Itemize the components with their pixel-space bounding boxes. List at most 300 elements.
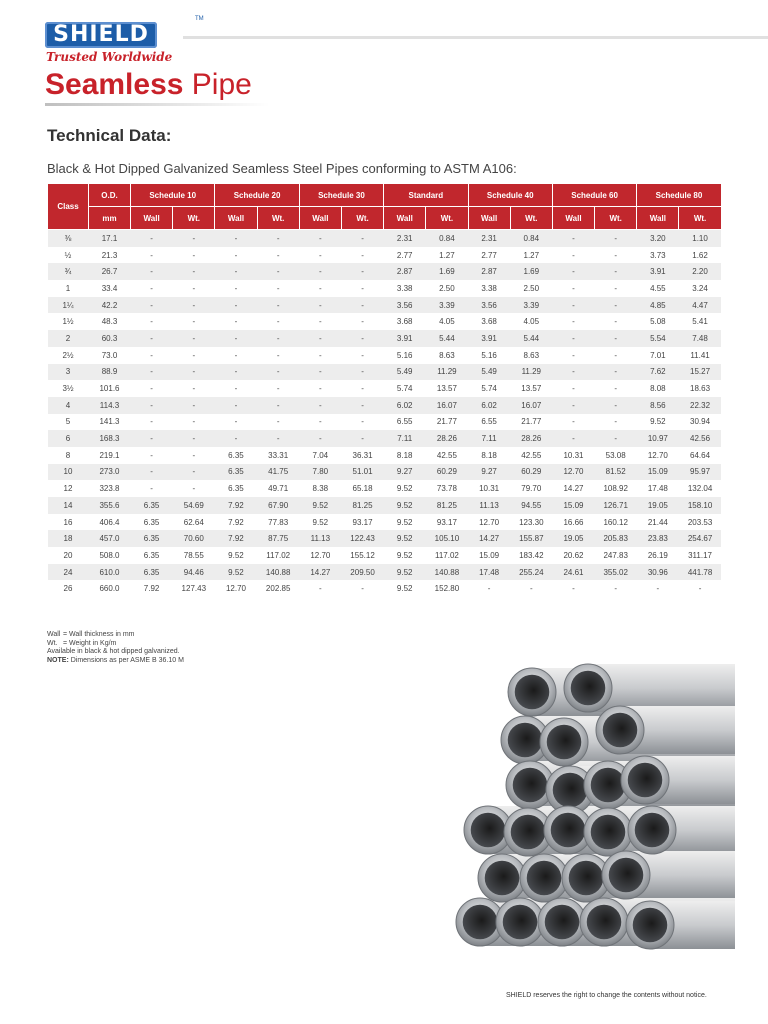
table-cell: 42.55 — [426, 447, 468, 464]
table-cell: - — [257, 364, 299, 381]
table-cell: 2.31 — [384, 230, 426, 247]
header-wall: Wall — [299, 207, 341, 230]
table-cell: 8.18 — [468, 447, 510, 464]
table-row — [48, 263, 722, 280]
table-row — [48, 447, 722, 464]
table-cell: - — [341, 380, 383, 397]
pipe-spec-table — [47, 183, 722, 597]
table-cell: - — [299, 263, 341, 280]
table-cell: 158.10 — [679, 497, 721, 514]
pipe-bore — [471, 813, 506, 848]
table-cell: - — [552, 580, 594, 597]
table-cell: 205.83 — [595, 530, 637, 547]
header-wall: Wall — [552, 207, 594, 230]
table-cell: 30.94 — [679, 414, 721, 431]
table-cell: 160.12 — [595, 514, 637, 531]
table-row — [48, 247, 722, 264]
table-cell: 6.35 — [215, 464, 257, 481]
table-cell: 140.88 — [426, 564, 468, 581]
note-standard-text: Dimensions as per ASME B 36.10 M — [68, 656, 184, 664]
cell-od: 60.3 — [89, 330, 131, 347]
table-cell: - — [131, 263, 173, 280]
note-availability: Available in black & hot dipped galvanized. — [47, 648, 180, 655]
cell-class: 1 — [48, 280, 89, 297]
cell-od: 141.3 — [89, 414, 131, 431]
table-cell: 8.56 — [637, 397, 679, 414]
table-cell: - — [215, 263, 257, 280]
cell-class: 5 — [48, 414, 89, 431]
table-cell: - — [215, 297, 257, 314]
table-cell: - — [257, 414, 299, 431]
pipe-bore — [587, 905, 622, 940]
pipe-bore — [547, 725, 582, 760]
pipe-bore — [511, 815, 546, 850]
header-group: Standard — [384, 184, 468, 207]
cell-od: 406.4 — [89, 514, 131, 531]
table-cell: 183.42 — [510, 547, 552, 564]
pipe-bore — [515, 675, 550, 710]
table-cell: 41.75 — [257, 464, 299, 481]
cell-od: 273.0 — [89, 464, 131, 481]
table-cell: 9.52 — [384, 480, 426, 497]
header-wall: Wall — [637, 207, 679, 230]
table-cell: 19.05 — [552, 530, 594, 547]
table-cell: 3.68 — [384, 313, 426, 330]
table-row — [48, 397, 722, 414]
table-cell: - — [257, 347, 299, 364]
table-cell: 64.64 — [679, 447, 721, 464]
cell-class: 1½ — [48, 313, 89, 330]
table-cell: - — [299, 297, 341, 314]
table-cell: - — [341, 364, 383, 381]
table-cell: - — [215, 230, 257, 247]
table-cell: 14.27 — [468, 530, 510, 547]
table-cell: - — [299, 330, 341, 347]
table-cell: - — [257, 230, 299, 247]
table-cell: 7.11 — [468, 430, 510, 447]
table-cell: - — [552, 430, 594, 447]
table-cell: 78.55 — [173, 547, 215, 564]
table-row — [48, 547, 722, 564]
table-cell: 54.69 — [173, 497, 215, 514]
table-cell: 127.43 — [173, 580, 215, 597]
table-cell: 105.10 — [426, 530, 468, 547]
brand-tagline: Trusted Worldwide — [46, 50, 173, 64]
table-cell: 8.08 — [637, 380, 679, 397]
table-cell: 20.62 — [552, 547, 594, 564]
pipe-bore — [513, 768, 548, 803]
table-cell: - — [173, 263, 215, 280]
pipe-bore — [591, 768, 626, 803]
table-cell: 7.11 — [384, 430, 426, 447]
table-cell: 254.67 — [679, 530, 721, 547]
table-cell: - — [131, 380, 173, 397]
table-cell: - — [257, 280, 299, 297]
table-cell: 10.31 — [468, 480, 510, 497]
table-cell: - — [341, 414, 383, 431]
table-cell: - — [215, 347, 257, 364]
table-cell: 7.92 — [215, 497, 257, 514]
table-cell: - — [173, 280, 215, 297]
table-cell: 3.38 — [384, 280, 426, 297]
table-cell: 7.92 — [215, 514, 257, 531]
table-cell: - — [299, 280, 341, 297]
table-cell: 126.71 — [595, 497, 637, 514]
table-cell: - — [299, 347, 341, 364]
table-cell: 53.08 — [595, 447, 637, 464]
cell-od: 17.1 — [89, 230, 131, 247]
table-cell: 13.57 — [510, 380, 552, 397]
table-cell: 51.01 — [341, 464, 383, 481]
header-wt: Wt. — [173, 207, 215, 230]
header-group: Schedule 10 — [131, 184, 215, 207]
table-cell: 4.47 — [679, 297, 721, 314]
pipe-bore — [628, 763, 663, 798]
table-cell: - — [552, 414, 594, 431]
pipe-bore — [633, 908, 668, 943]
table-cell: 93.17 — [341, 514, 383, 531]
table-cell: 94.55 — [510, 497, 552, 514]
pipe-bore — [508, 723, 543, 758]
table-cell: 15.27 — [679, 364, 721, 381]
table-cell: - — [341, 280, 383, 297]
table-cell: 8.63 — [510, 347, 552, 364]
pipe-bore — [553, 773, 588, 808]
table-cell: - — [299, 247, 341, 264]
table-row — [48, 530, 722, 547]
table-cell: 17.48 — [468, 564, 510, 581]
cell-class: 4 — [48, 397, 89, 414]
table-cell: - — [131, 330, 173, 347]
header-group: Schedule 40 — [468, 184, 552, 207]
table-cell: 11.29 — [426, 364, 468, 381]
cell-class: 3½ — [48, 380, 89, 397]
table-cell: - — [341, 330, 383, 347]
table-cell: - — [173, 380, 215, 397]
table-cell: - — [595, 397, 637, 414]
table-cell: 0.84 — [510, 230, 552, 247]
table-cell: - — [341, 230, 383, 247]
table-cell: 22.32 — [679, 397, 721, 414]
cell-od: 21.3 — [89, 247, 131, 264]
pipe-bore — [591, 815, 626, 850]
header-od: O.D. — [89, 184, 131, 207]
table-cell: 6.02 — [468, 397, 510, 414]
table-cell: - — [257, 397, 299, 414]
table-cell: - — [552, 313, 594, 330]
title-word-1: Seamless — [45, 68, 184, 101]
table-cell: - — [131, 414, 173, 431]
note-standard — [47, 657, 184, 666]
table-cell: 11.13 — [299, 530, 341, 547]
table-cell: 1.69 — [426, 263, 468, 280]
cell-od: 355.6 — [89, 497, 131, 514]
table-cell: 9.27 — [384, 464, 426, 481]
table-cell: - — [299, 230, 341, 247]
cell-od: 101.6 — [89, 380, 131, 397]
table-row — [48, 497, 722, 514]
table-cell: - — [173, 447, 215, 464]
cell-od: 610.0 — [89, 564, 131, 581]
table-cell: 2.20 — [679, 263, 721, 280]
cell-class: ¾ — [48, 263, 89, 280]
cell-class: 2 — [48, 330, 89, 347]
table-cell: - — [341, 580, 383, 597]
pipe-bore — [603, 713, 638, 748]
table-cell: - — [595, 280, 637, 297]
table-cell: 9.52 — [384, 580, 426, 597]
table-cell: - — [173, 230, 215, 247]
table-cell: 7.62 — [637, 364, 679, 381]
table-cell: - — [215, 430, 257, 447]
table-cell: 4.05 — [510, 313, 552, 330]
table-cell: - — [299, 414, 341, 431]
table-cell: 7.04 — [299, 447, 341, 464]
table-cell: 7.92 — [215, 530, 257, 547]
table-cell: - — [299, 580, 341, 597]
table-cell: 15.09 — [637, 464, 679, 481]
table-cell: 3.68 — [468, 313, 510, 330]
table-cell: - — [552, 347, 594, 364]
table-cell: 23.83 — [637, 530, 679, 547]
cell-od: 42.2 — [89, 297, 131, 314]
table-cell: 6.35 — [131, 530, 173, 547]
table-cell: 132.04 — [679, 480, 721, 497]
table-cell: - — [131, 313, 173, 330]
table-cell: - — [131, 347, 173, 364]
table-cell: 3.73 — [637, 247, 679, 264]
note-label: NOTE: — [47, 656, 69, 664]
table-cell: 3.91 — [637, 263, 679, 280]
table-cell: 11.29 — [510, 364, 552, 381]
table-cell: 87.75 — [257, 530, 299, 547]
header-wall: Wall — [468, 207, 510, 230]
table-row — [48, 380, 722, 397]
table-cell: 10.31 — [552, 447, 594, 464]
cell-od: 73.0 — [89, 347, 131, 364]
table-row — [48, 297, 722, 314]
table-cell: 1.27 — [426, 247, 468, 264]
table-row — [48, 580, 722, 597]
table-cell: 5.16 — [468, 347, 510, 364]
table-cell: - — [173, 347, 215, 364]
table-cell: 9.52 — [384, 547, 426, 564]
table-cell: - — [131, 247, 173, 264]
table-cell: 42.56 — [679, 430, 721, 447]
table-body — [48, 230, 722, 598]
table-cell: 5.44 — [426, 330, 468, 347]
table-cell: - — [341, 297, 383, 314]
table-cell: 3.56 — [384, 297, 426, 314]
table-cell: 123.30 — [510, 514, 552, 531]
table-cell: - — [552, 380, 594, 397]
table-row — [48, 364, 722, 381]
table-cell: 14.27 — [552, 480, 594, 497]
table-cell: - — [552, 263, 594, 280]
table-cell: - — [173, 330, 215, 347]
pipe-bore — [569, 861, 604, 896]
table-cell: - — [552, 364, 594, 381]
table-cell: 24.61 — [552, 564, 594, 581]
table-cell: - — [595, 347, 637, 364]
table-cell: - — [257, 247, 299, 264]
header-wt: Wt. — [679, 207, 721, 230]
table-cell: 2.77 — [468, 247, 510, 264]
table-cell: 7.01 — [637, 347, 679, 364]
cell-od: 26.7 — [89, 263, 131, 280]
table-cell: 8.18 — [384, 447, 426, 464]
table-cell: 12.70 — [299, 547, 341, 564]
table-cell: 2.50 — [426, 280, 468, 297]
pipe-bore — [551, 813, 586, 848]
table-cell: - — [131, 480, 173, 497]
table-cell: 9.52 — [384, 530, 426, 547]
table-cell: 6.35 — [215, 480, 257, 497]
table-cell: 6.35 — [131, 497, 173, 514]
table-cell: 117.02 — [257, 547, 299, 564]
table-cell: 122.43 — [341, 530, 383, 547]
table-cell: 15.09 — [468, 547, 510, 564]
cell-class: ½ — [48, 247, 89, 264]
header-group: Schedule 60 — [552, 184, 636, 207]
cell-class: 6 — [48, 430, 89, 447]
table-cell: 12.70 — [468, 514, 510, 531]
table-cell: 6.55 — [384, 414, 426, 431]
pipe-bore — [571, 671, 606, 706]
cell-od: 323.8 — [89, 480, 131, 497]
table-cell: 9.52 — [299, 514, 341, 531]
table-cell: 11.13 — [468, 497, 510, 514]
table-cell: 12.70 — [215, 580, 257, 597]
table-cell: - — [173, 247, 215, 264]
table-cell: - — [595, 580, 637, 597]
table-cell: 4.55 — [637, 280, 679, 297]
table-cell: - — [131, 397, 173, 414]
table-cell: 33.31 — [257, 447, 299, 464]
table-cell: 16.07 — [510, 397, 552, 414]
table-cell: 155.12 — [341, 547, 383, 564]
cell-class: 10 — [48, 464, 89, 481]
table-cell: 9.52 — [299, 497, 341, 514]
table-cell: 155.87 — [510, 530, 552, 547]
table-row — [48, 330, 722, 347]
table-cell: 95.97 — [679, 464, 721, 481]
table-cell: 117.02 — [426, 547, 468, 564]
note-wt-key: Wt. — [47, 639, 58, 647]
table-cell: 79.70 — [510, 480, 552, 497]
header-wt: Wt. — [257, 207, 299, 230]
note-wt — [47, 640, 184, 649]
table-cell: 255.24 — [510, 564, 552, 581]
note-wall — [47, 631, 184, 640]
header-wt: Wt. — [426, 207, 468, 230]
cell-od: 660.0 — [89, 580, 131, 597]
table-cell: 5.54 — [637, 330, 679, 347]
table-cell: - — [173, 313, 215, 330]
table-cell: - — [595, 414, 637, 431]
header-wt: Wt. — [510, 207, 552, 230]
table-cell: 93.17 — [426, 514, 468, 531]
cell-class: 16 — [48, 514, 89, 531]
table-cell: - — [595, 297, 637, 314]
table-cell: 30.96 — [637, 564, 679, 581]
table-row — [48, 430, 722, 447]
header-wall: Wall — [131, 207, 173, 230]
table-cell: - — [595, 247, 637, 264]
cell-class: 18 — [48, 530, 89, 547]
table-cell: 5.08 — [637, 313, 679, 330]
table-cell: 5.74 — [384, 380, 426, 397]
table-cell: 108.92 — [595, 480, 637, 497]
cell-class: 20 — [48, 547, 89, 564]
table-cell: - — [552, 230, 594, 247]
table-row — [48, 464, 722, 481]
table-cell: - — [341, 397, 383, 414]
cell-class: 24 — [48, 564, 89, 581]
table-cell: - — [468, 580, 510, 597]
table-cell: 3.56 — [468, 297, 510, 314]
table-cell: - — [552, 280, 594, 297]
table-cell: 21.77 — [510, 414, 552, 431]
cell-class: 3 — [48, 364, 89, 381]
pipe-bore — [503, 905, 538, 940]
table-cell: 81.25 — [341, 497, 383, 514]
table-cell: 62.64 — [173, 514, 215, 531]
table-cell: - — [299, 380, 341, 397]
header-wall: Wall — [215, 207, 257, 230]
table-cell: 311.17 — [679, 547, 721, 564]
table-cell: 12.70 — [637, 447, 679, 464]
table-cell: - — [173, 414, 215, 431]
table-cell: 3.39 — [510, 297, 552, 314]
table-cell: 81.25 — [426, 497, 468, 514]
table-cell: 1.10 — [679, 230, 721, 247]
pipe-bore — [545, 905, 580, 940]
table-cell: - — [215, 330, 257, 347]
table-cell: 0.84 — [426, 230, 468, 247]
header-wt: Wt. — [341, 207, 383, 230]
note-wall-text: = Wall thickness in mm — [63, 631, 135, 638]
table-cell: - — [595, 364, 637, 381]
table-cell: 60.29 — [510, 464, 552, 481]
table-cell: - — [552, 397, 594, 414]
table-cell: 3.24 — [679, 280, 721, 297]
table-cell: - — [173, 480, 215, 497]
table-cell: - — [552, 330, 594, 347]
table-cell: - — [131, 230, 173, 247]
table-cell: - — [215, 397, 257, 414]
title-word-2: Pipe — [191, 68, 252, 101]
table-caption: Black & Hot Dipped Galvanized Seamless Steel Pipes conforming to ASTM A106: — [47, 161, 517, 176]
table-cell: - — [173, 364, 215, 381]
table-cell: 209.50 — [341, 564, 383, 581]
pipe-bore — [463, 905, 498, 940]
table-cell: - — [595, 430, 637, 447]
header-rule — [183, 36, 768, 39]
table-cell: 6.35 — [131, 514, 173, 531]
table-cell: 5.74 — [468, 380, 510, 397]
table-cell: 6.35 — [215, 447, 257, 464]
cell-class: 8 — [48, 447, 89, 464]
table-cell: 36.31 — [341, 447, 383, 464]
table-cell: - — [173, 464, 215, 481]
table-cell: 9.52 — [384, 497, 426, 514]
table-cell: 2.87 — [384, 263, 426, 280]
table-cell: - — [341, 247, 383, 264]
table-cell: 15.09 — [552, 497, 594, 514]
table-cell: 6.02 — [384, 397, 426, 414]
table-cell: 1.27 — [510, 247, 552, 264]
